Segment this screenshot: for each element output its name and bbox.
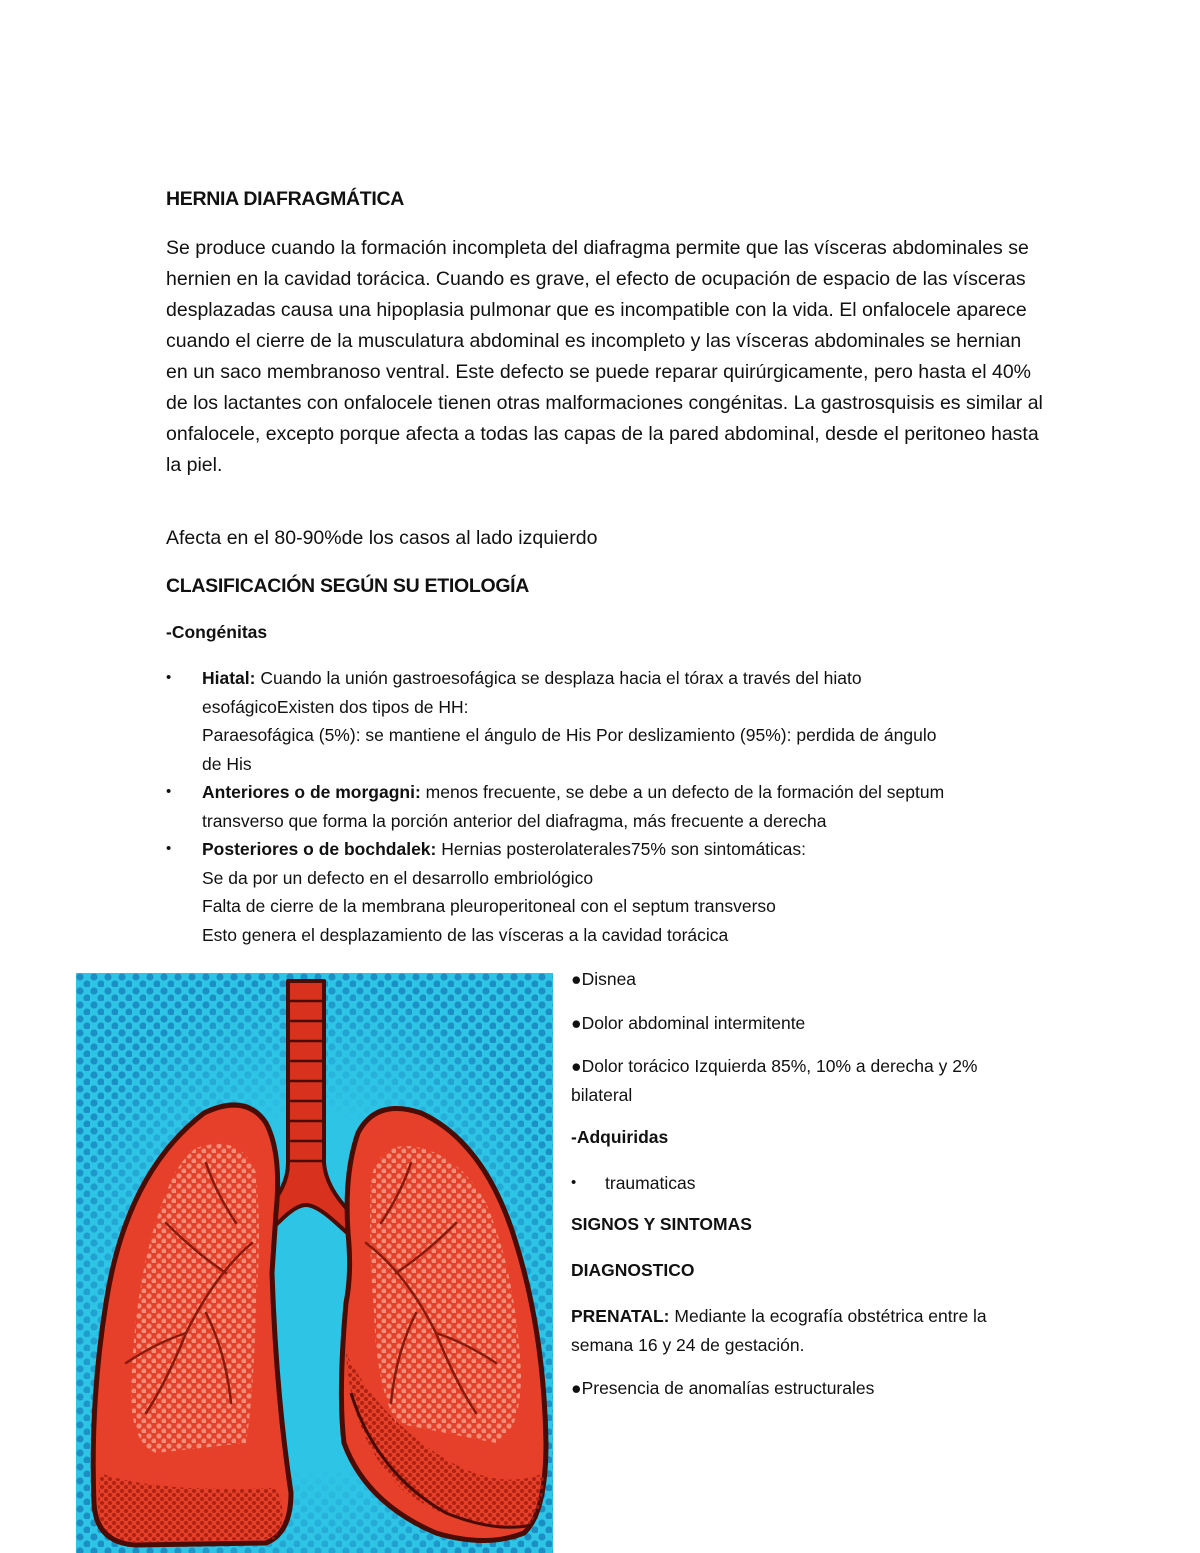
- lungs-illustration: [76, 973, 553, 1553]
- stat-line: Afecta en el 80-90%de los casos al lado izquierdo: [166, 527, 598, 549]
- congenitas-label: -Congénitas: [166, 622, 268, 642]
- list-line: Hernias posterolaterales75% son sintomáticas:: [441, 839, 807, 859]
- prenatal-line: Mediante la ecografía obstétrica entre la: [674, 1306, 987, 1326]
- prenatal-paragraph: [571, 1302, 1051, 1359]
- bullet-icon: •: [166, 783, 172, 800]
- list-line: traumaticas: [605, 1173, 696, 1193]
- list-line: de His: [202, 753, 252, 774]
- list-line: Paraesofágica (5%): se mantiene el ángulo de His Por deslizamiento (95%): perdida de ángulo: [202, 725, 937, 745]
- prenatal-line: semana 16 y 24 de gestación.: [571, 1334, 805, 1355]
- page-title: HERNIA DIAFRAGMÁTICA: [166, 188, 405, 210]
- bullet-icon: •: [571, 1174, 577, 1191]
- symptom-abdominal: ●Dolor abdominal intermitente: [571, 1013, 806, 1033]
- list-line: transverso que forma la porción anterior del diafragma, más frecuente a derecha: [202, 810, 827, 831]
- bullet-icon: •: [166, 669, 172, 686]
- term-morgagni: Anteriores o de morgagni:: [202, 782, 421, 802]
- list-line: Se da por un defecto en el desarrollo embriológico: [202, 867, 594, 888]
- bullet-icon: •: [166, 840, 172, 857]
- term-prenatal: PRENATAL:: [571, 1306, 670, 1326]
- list-line: Esto genera el desplazamiento de las vísceras a la cavidad torácica: [202, 924, 729, 945]
- symptom-line: ●Dolor torácico Izquierda 85%, 10% a derecha y 2%: [571, 1056, 978, 1076]
- adquiridas-label: -Adquiridas: [571, 1127, 669, 1147]
- intro-paragraph: Se produce cuando la formación incompleta del diafragma permite que las vísceras abdominales se hernien en la cavidad torácica. Cuando es grave, el efecto de ocupación de espacio de las vísceras desplazadas causa una hipoplasia pulmonar que es incompatible con la vida. El onfalocele aparece cuando el cierre de la musculatura abdominal es incompleto y las vísceras abdominales se hernian en un saco membranoso ventral. Este defecto se puede reparar quirúrgicamente, pero hasta el 40% de los lactantes con onfalocele tienen otras malformaciones congénitas. La gastrosquisis es similar al onfalocele, excepto porque afecta a todas las capas de la pared abdominal, desde el peritoneo hasta la piel.: [166, 237, 1043, 476]
- lungs-icon: [76, 973, 553, 1553]
- term-bochdalek: Posteriores o de bochdalek:: [202, 839, 437, 859]
- anomalies-line: ●Presencia de anomalías estructurales: [571, 1378, 875, 1398]
- list-line: Cuando la unión gastroesofágica se desplaza hacia el tórax a través del hiato: [260, 668, 862, 688]
- symptom-thoracic: [571, 1052, 1051, 1109]
- diagnostico-heading: DIAGNOSTICO: [571, 1260, 695, 1280]
- symptom-disnea: ●Disnea: [571, 969, 637, 989]
- symptom-line: bilateral: [571, 1084, 633, 1105]
- term-hiatal: Hiatal:: [202, 668, 256, 688]
- classification-heading: CLASIFICACIÓN SEGÚN SU ETIOLOGÍA: [166, 575, 530, 597]
- signs-heading: SIGNOS Y SINTOMAS: [571, 1214, 752, 1234]
- list-line: menos frecuente, se debe a un defecto de la formación del septum: [425, 782, 945, 802]
- list-line: esofágicoExisten dos tipos de HH:: [202, 696, 469, 717]
- list-line: Falta de cierre de la membrana pleuroperitoneal con el septum transverso: [202, 896, 776, 916]
